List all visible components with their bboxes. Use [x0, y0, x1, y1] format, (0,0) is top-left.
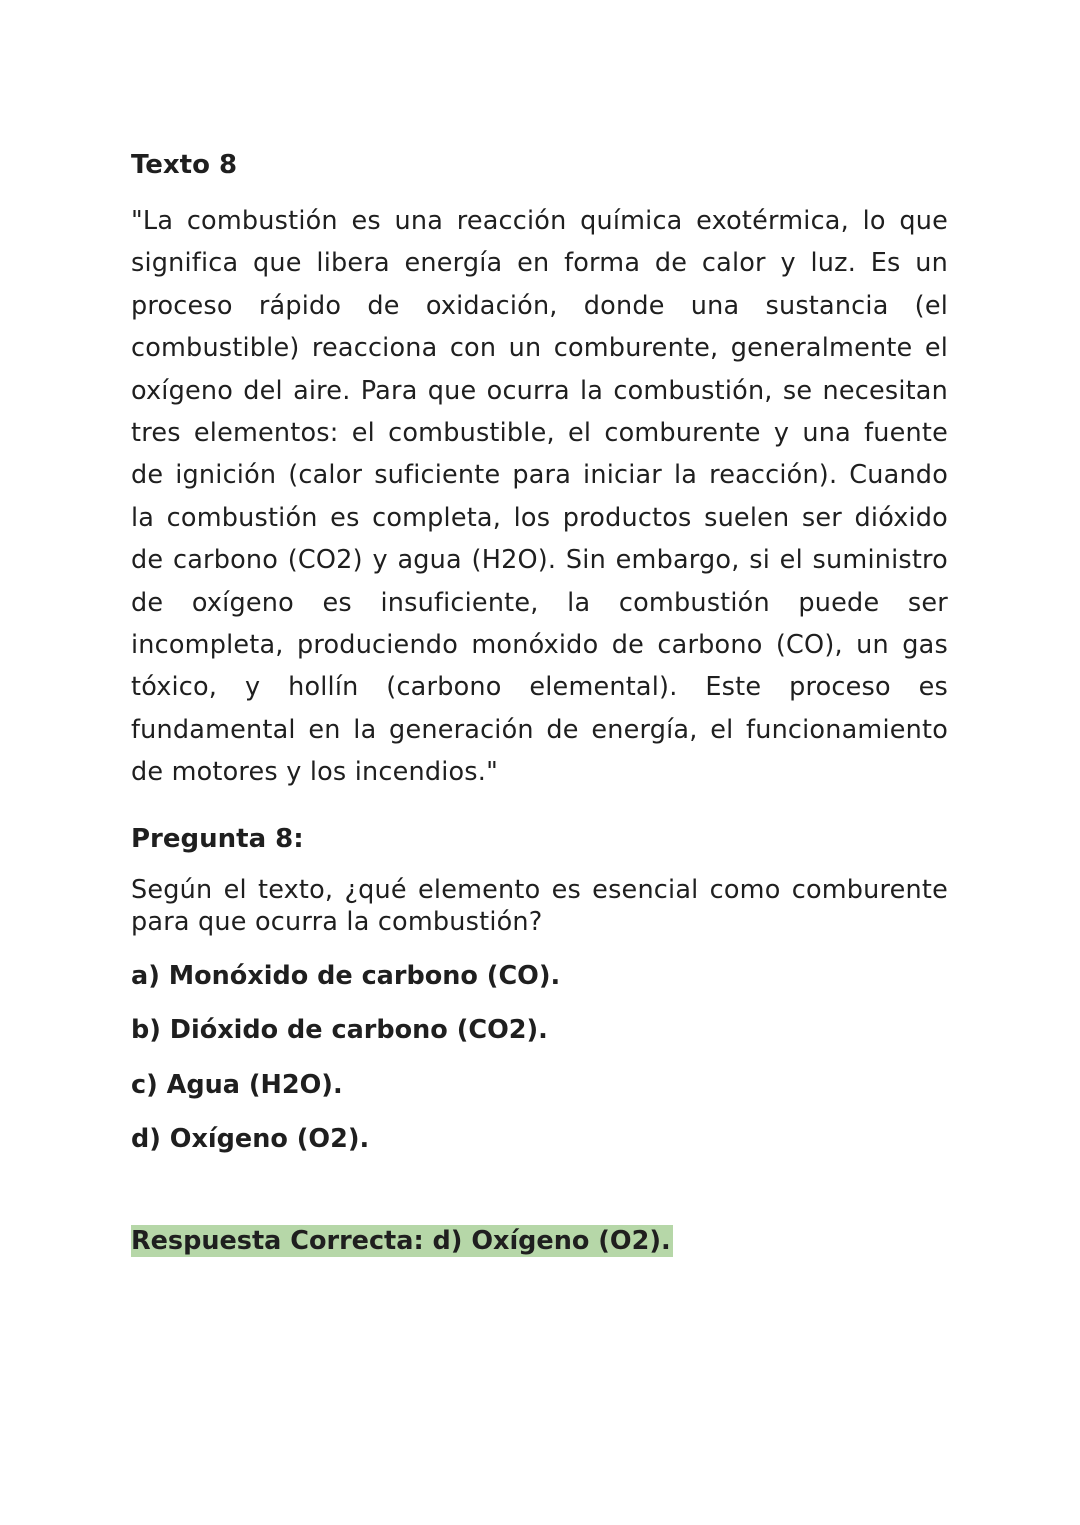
answer-options	[131, 960, 948, 1156]
text-heading: Texto 8	[131, 150, 238, 180]
passage-text: "La combustión es una reacción química exotérmica, lo que significa que libera energía en forma de calor y luz. Es un proceso rápido de oxidación, donde una sustancia (el combustible) reacciona con un comburente, generalmente el oxígeno del aire. Para que ocurra la combustión, se necesitan tres elementos: el combustible, el comburente y una fuente de ignición (calor suficiente para iniciar la reacción). Cuando la combustión es completa, los productos suelen ser dióxido de carbono (CO2) y agua (H2O). Sin embargo, si el suministro de oxígeno es insuficiente, la combustión puede ser incompleta, produciendo monóxido de carbono (CO), un gas tóxico, y hollín (carbono elemental). Este proceso es fundamental en la generación de energía, el funcionamiento de motores y los incendios."	[131, 206, 948, 788]
option-a: a) Monóxido de carbono (CO).	[131, 960, 561, 991]
question-text: Según el texto, ¿qué elemento es esencial como comburente para que ocurra la combustión?	[131, 874, 948, 937]
option-c: c) Agua (H2O).	[131, 1069, 343, 1100]
question-heading: Pregunta 8:	[131, 823, 304, 854]
document-page	[131, 148, 948, 1257]
correct-answer: Respuesta Correcta: d) Oxígeno (O2).	[131, 1226, 671, 1257]
option-d: d) Oxígeno (O2).	[131, 1124, 370, 1155]
answer-block	[131, 1225, 948, 1257]
option-b: b) Dióxido de carbono (CO2).	[131, 1015, 548, 1046]
